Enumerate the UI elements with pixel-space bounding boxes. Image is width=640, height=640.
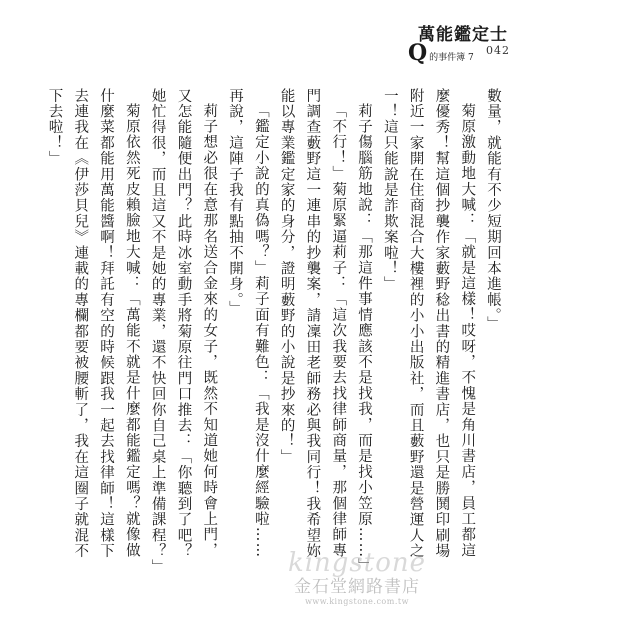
watermark-english: kingstone — [287, 548, 427, 578]
paragraph: 莉子傷腦筋地說：「那這件事情應該不是找我，而是找小笠原……」 — [356, 102, 373, 574]
book-title-q-letter: Q — [408, 40, 428, 66]
paragraph: 菊原依然死皮賴臉地大喊：「萬能不就是什麼都能鑑定嗎？就像做什麼菜都能用萬能醬啊！拜託有空的時候跟我一起去找律師！這樣下去連我在《伊莎貝兒》連載的專欄都要被腰斬了，我在這圈子就混不下去啦！」 — [46, 88, 140, 559]
watermark-url: www.kingstone.com.tw — [305, 597, 409, 606]
paragraph: 「鑑定小說的真偽嗎？」莉子面有難色：「我是沒什麼經驗啦……再說，這陣子我有點抽不開身。」 — [227, 88, 269, 558]
paragraph: 數量，就能有不少短期回本進帳。」 — [485, 88, 501, 332]
paragraph: 「不行！」菊原緊逼莉子：「這次我要去找律師商量，那個律師專門調查藪野這一連串的抄襲案，請凜田老師務必與我同行！我希望妳能以專業鑑定家的身分，證明藪野的小說是抄來的！」 — [278, 88, 347, 559]
watermark-chinese: 金石堂網路書店 — [294, 577, 420, 597]
book-title: 萬能鑑定士 — [418, 25, 508, 45]
paragraph: 菊原激動地大喊：「就是這樣！哎呀，不愧是角川書店，員工都這麼優秀！幫這個抄襲作家藪野稔出書的精進書店，也只是勝鬨印刷場附近一家開在住商混合大樓裡的小小出版社，而且藪野還是營運人之一！這只能說是詐欺案啦！」 — [381, 88, 476, 559]
book-subtitle: 的事件簿 7 — [429, 53, 474, 63]
book-subtitle-block — [408, 42, 474, 64]
page-number: 042 — [486, 44, 510, 57]
body-text — [46, 88, 505, 575]
paragraph: 莉子想必很在意那名送合金來的女子，既然不知道她何時會上門，又怎能隨便出門？此時冰室動手將菊原往門口推去：「你聽到了吧？她忙得很，而且這又不是她的專業，還不快回你自己桌上準備課程？」 — [149, 88, 218, 575]
